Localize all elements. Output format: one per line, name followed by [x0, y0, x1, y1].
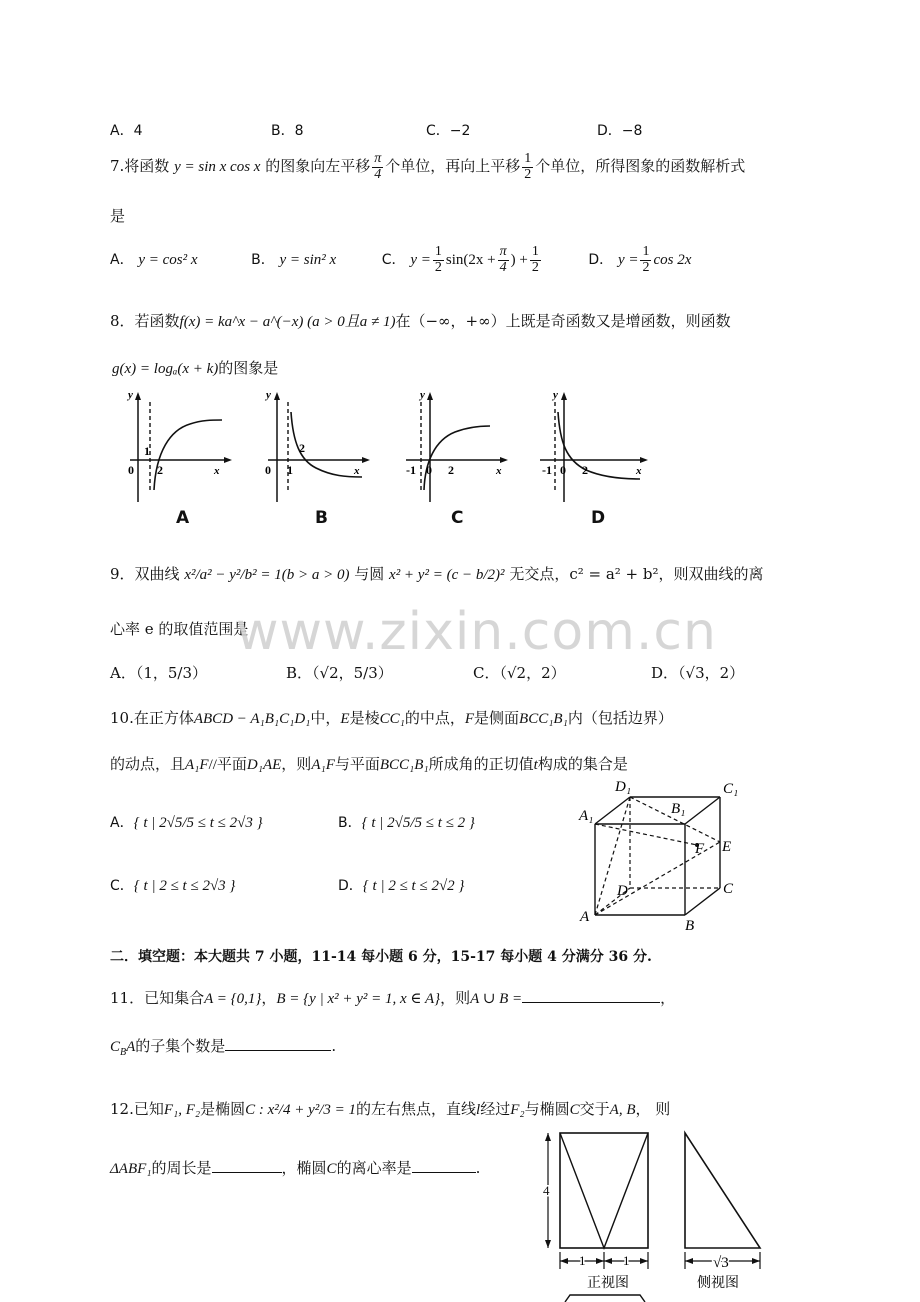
q10-a1f: A₁F — [185, 757, 209, 773]
q10-tail: 内（包括边界） — [567, 709, 673, 727]
q12-views-figure — [535, 1125, 775, 1302]
q8-lead: 8．若函数 — [110, 312, 180, 330]
q7-options — [110, 245, 691, 275]
q9-lead: 9．双曲线 — [110, 565, 180, 583]
q7-option-b-label: B． — [251, 252, 275, 269]
label-f: F — [695, 841, 705, 857]
q10-line2 — [110, 753, 628, 774]
q7-option-d-pre: y = — [617, 252, 639, 269]
dim-height: 4 — [543, 1183, 550, 1198]
q9-mid: 与圆 — [354, 565, 385, 583]
q11-setA: A = {0,1} — [204, 991, 262, 1007]
q7-mid1: 的图象向左平移 — [265, 157, 371, 176]
q12-ellipse: C : x²/4 + y²/3 = 1 — [245, 1102, 357, 1118]
q11-line2-text: 的子集个数是 — [135, 1037, 226, 1055]
view-front-label: 正视图 — [587, 1275, 629, 1291]
q12-blank-1[interactable] — [212, 1158, 282, 1173]
q11-complement: C — [110, 1039, 121, 1055]
q11-sep: ， — [261, 989, 277, 1007]
q10-mid1: 中， — [310, 709, 341, 727]
q10-face2: BCC₁B₁ — [379, 757, 429, 773]
q10-f: F — [464, 711, 475, 727]
graph-d — [540, 389, 648, 502]
q12-line2b: 的周长是 — [151, 1159, 212, 1177]
q12-line2d: C — [326, 1161, 337, 1177]
q10-e: E — [340, 711, 350, 727]
graph-label-d: D — [591, 508, 606, 528]
q10-line2d: 与平面 — [334, 755, 380, 773]
q6-option-c: C．−2 — [426, 123, 471, 139]
q12-mid6: ， 则 — [635, 1100, 671, 1118]
q11-line2 — [110, 1035, 336, 1058]
q6-option-a: A．4 — [110, 123, 143, 139]
q11-blank-1[interactable] — [522, 988, 660, 1003]
q10-option-b: B．{ t | 2√5/5 ≤ t ≤ 2 } — [338, 815, 475, 831]
q8-line2 — [112, 357, 278, 378]
dim-side: √3 — [713, 1255, 729, 1271]
q9-tail: 无交点，c² = a² + b²，则双曲线的离 — [509, 565, 764, 583]
graph-a-y: y — [128, 389, 133, 401]
q11-blank-2[interactable] — [225, 1036, 331, 1051]
q7-func: y = sin x cos x — [174, 159, 261, 176]
q10-mid3: 的中点， — [404, 709, 465, 727]
q7-option-a-label: A． — [110, 252, 134, 269]
graph-b-tick1: 1 — [287, 463, 293, 477]
graph-c-y: y — [420, 389, 425, 401]
q9-option-b: B．（√2，5/3） — [286, 664, 393, 682]
q9-circle: x² + y² = (c − b/2)² — [389, 567, 505, 583]
q10-line2e: 所成角的正切值 — [428, 755, 534, 773]
q11-lead: 11．已知集合 — [110, 989, 205, 1007]
graph-c-tick2: 2 — [448, 463, 454, 477]
graph-b — [264, 389, 370, 502]
q11-setB: B = {y | x² + y² = 1, x ∈ A} — [276, 991, 441, 1007]
q9-line2: 心率 e 的取值范围是 — [110, 620, 249, 638]
label-c: C — [723, 881, 734, 897]
q6-option-b: B．8 — [271, 123, 304, 139]
q10-line2c: ，则 — [281, 755, 312, 773]
q7-lead: 7.将函数 — [110, 157, 170, 176]
watermark: www.zixin.com.cn — [236, 602, 717, 662]
q9-stem — [110, 563, 764, 584]
q8-g: g(x) = logₐ(x + k) — [112, 361, 219, 377]
q7-option-c-mid: sin(2x + — [445, 252, 496, 269]
q11-stem — [110, 987, 675, 1008]
q11-complement-sub: B — [120, 1047, 127, 1058]
label-c1: C₁ — [723, 781, 739, 797]
q10-t: t — [533, 757, 538, 773]
q9-option-a: A．（1，5/3） — [110, 664, 208, 682]
q12-line2-end: . — [475, 1159, 481, 1177]
q11-mid: ，则 — [440, 989, 471, 1007]
q12-mid3: 经过 — [480, 1100, 511, 1118]
q10-stem — [110, 707, 673, 728]
q12-foci: F₁, F₂ — [163, 1102, 201, 1118]
q12-mid1: 是椭圆 — [200, 1100, 246, 1118]
q7-c-pi4: $\frac{\pi}{4}$ — [499, 244, 507, 275]
q7-option-a: y = cos² x — [138, 252, 198, 269]
q10-line2b: 平面 — [216, 755, 247, 773]
label-b: B — [685, 918, 695, 934]
graph-label-a: A — [176, 508, 190, 528]
graph-c — [406, 389, 508, 502]
view-side-label: 侧视图 — [697, 1275, 739, 1291]
q8-mid: 在（−∞，+∞）上既是奇函数又是增函数，则函数 — [395, 312, 731, 330]
q12-line2e: 的离心率是 — [336, 1159, 412, 1177]
q10-a1f2: A₁F — [311, 757, 335, 773]
graph-c-tick1: 0 — [426, 463, 432, 477]
q11-line2-a: A — [126, 1039, 136, 1055]
q10-option-d: D．{ t | 2 ≤ t ≤ 2√2 } — [338, 878, 465, 894]
q11-end: ， — [660, 989, 676, 1007]
graph-a-tick2: 2 — [157, 463, 163, 477]
section2-heading: 二．填空题：本大题共 7 小题，11-14 每小题 6 分，15-17 每小题 4 分满分 36 分. — [110, 949, 652, 965]
q7-option-d-label: D． — [588, 252, 614, 269]
q10-option-a: A．{ t | 2√5/5 ≤ t ≤ 2√3 } — [110, 815, 263, 831]
q7-d-half: $\frac{1}{2}$ — [642, 244, 650, 275]
label-d: D — [617, 883, 628, 899]
q7-line2: 是 — [110, 207, 126, 225]
q12-mid2: 的左右焦点，直线 — [356, 1100, 477, 1118]
q7-option-c-post: ) + — [510, 252, 528, 269]
q8-tail: 的图象是 — [218, 359, 279, 377]
q10-face: BCC₁B₁ — [519, 711, 568, 727]
q10-cube: ABCD − A₁B₁C₁D₁ — [193, 711, 311, 727]
dim-1b: 1 — [623, 1253, 630, 1268]
q10-mid2: 是棱 — [349, 709, 380, 727]
q7-stem — [110, 152, 745, 182]
q7-option-d-post: cos 2x — [653, 252, 692, 269]
q8-graphs — [110, 382, 670, 512]
q11-line2-end: . — [331, 1037, 337, 1055]
q9-option-c: C．（√2，2） — [473, 664, 566, 682]
q10-plane: D₁AE — [246, 757, 282, 773]
graph-label-c: C — [451, 508, 464, 528]
q12-line2 — [110, 1157, 480, 1178]
graph-a-tick1: 1 — [144, 444, 150, 458]
q12-line2c: ，椭圆 — [281, 1159, 327, 1177]
graph-d-origin: -1 — [542, 463, 552, 477]
graph-c-origin: -1 — [406, 463, 416, 477]
graph-b-x: x — [354, 465, 360, 477]
graph-a-origin: 0 — [128, 463, 134, 477]
dim-1: 1 — [579, 1253, 586, 1268]
q10-mid4: 是侧面 — [474, 709, 520, 727]
q12-l: l — [476, 1102, 481, 1118]
q10-option-c: C．{ t | 2 ≤ t ≤ 2√3 } — [110, 878, 236, 894]
q7-option-b: y = sin² x — [279, 252, 337, 269]
graph-c-x: x — [496, 465, 502, 477]
q9-option-d: D．（√3，2） — [651, 664, 745, 682]
graph-d-x: x — [636, 465, 642, 477]
q12-mid5: 交于 — [579, 1100, 610, 1118]
q12-blank-2[interactable] — [412, 1158, 476, 1173]
q8-stem — [110, 310, 731, 331]
q11-union: A ∪ B = — [470, 991, 523, 1007]
label-a1: A₁ — [579, 808, 594, 824]
q12-ab: A, B — [609, 1102, 636, 1118]
graph-d-tick1: 0 — [560, 463, 566, 477]
graph-a — [126, 389, 232, 502]
graph-b-origin: 0 — [265, 463, 271, 477]
label-a: A — [580, 909, 590, 925]
q10-cc: CC₁ — [379, 711, 405, 727]
q10-line2f: 构成的集合是 — [537, 755, 628, 773]
graph-label-b: B — [315, 508, 328, 528]
q7-c-half: $\frac{1}{2}$ — [434, 244, 442, 275]
q9-hyperbola: x²/a² − y²/b² = 1(b > a > 0) — [184, 567, 350, 583]
q10-parallel: // — [208, 757, 217, 773]
label-d1: D₁ — [615, 779, 632, 795]
graph-a-x: x — [214, 465, 220, 477]
q7-c-half2: $\frac{1}{2}$ — [531, 244, 539, 275]
graph-d-y: y — [553, 389, 558, 401]
q6-option-d: D．−8 — [597, 123, 643, 139]
q10-cube-figure — [575, 775, 750, 935]
q12-stem — [110, 1098, 670, 1119]
q7-up-fraction: $\frac{1}{2}$ — [524, 151, 532, 182]
q12-mid4: 与椭圆 — [524, 1100, 570, 1118]
q12-lead: 12.已知 — [110, 1100, 164, 1118]
q7-option-c-label: C． — [381, 252, 406, 269]
graph-b-tick2: 2 — [299, 441, 305, 455]
q10-line2a: 的动点，且 — [110, 755, 186, 773]
q7-mid2: 个单位，再向上平移 — [385, 157, 521, 176]
graph-b-y: y — [266, 389, 271, 401]
label-b1: B₁ — [671, 801, 686, 817]
q10-lead: 10.在正方体 — [110, 709, 194, 727]
label-e: E — [722, 839, 732, 855]
q8-func: f(x) = ka^x − a^(−x) (a > 0且a ≠ 1) — [179, 314, 396, 330]
q12-f2: F₂ — [510, 1102, 525, 1118]
q7-shift-fraction: $\frac{\pi}{4}$ — [374, 151, 382, 182]
graph-d-tick2: 2 — [582, 463, 588, 477]
q7-tail: 个单位，所得图象的函数解析式 — [535, 157, 746, 176]
q12-triangle: ΔABF₁ — [110, 1161, 152, 1177]
q7-option-c-pre: y = — [410, 252, 431, 269]
q12-c: C — [569, 1102, 580, 1118]
